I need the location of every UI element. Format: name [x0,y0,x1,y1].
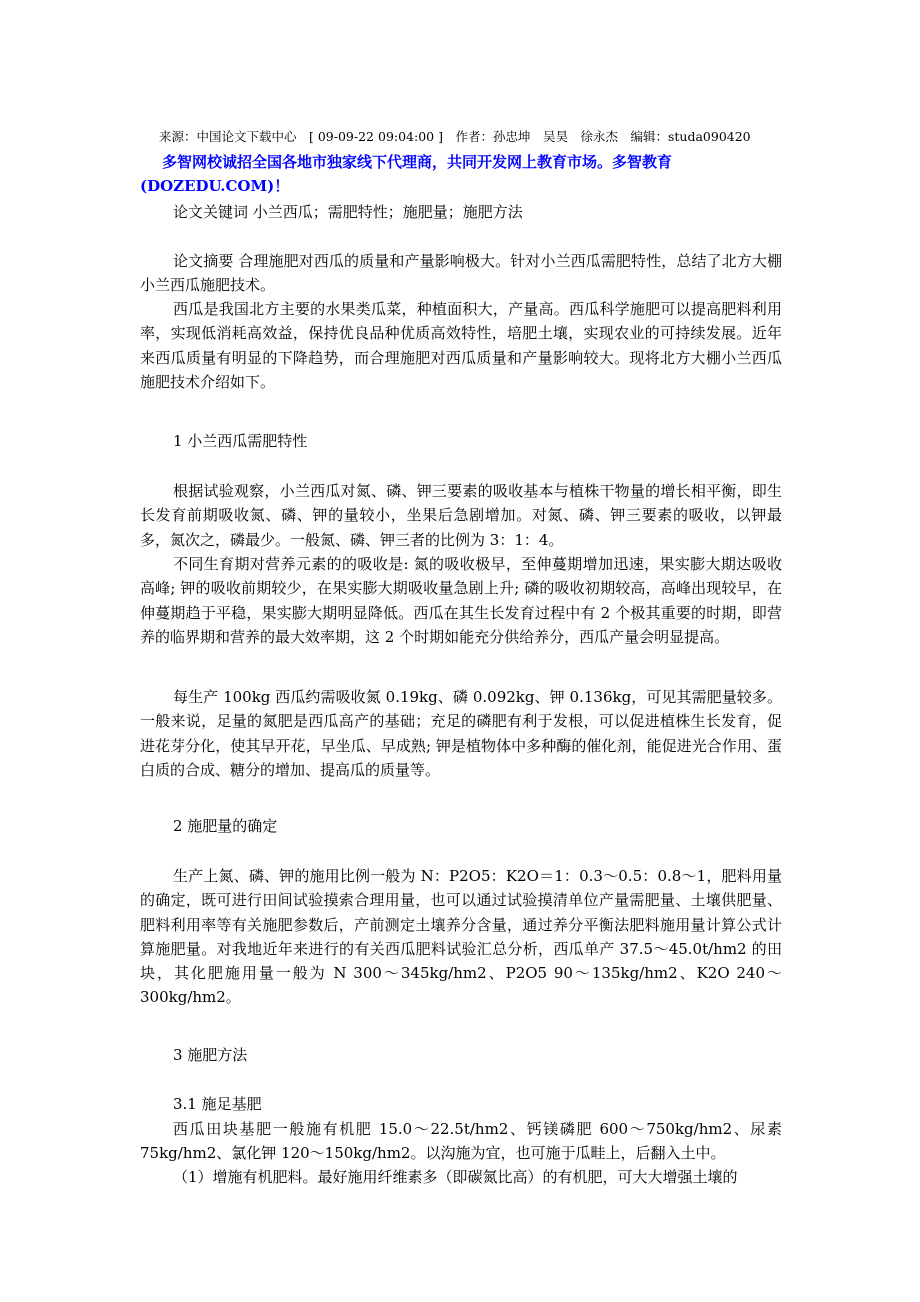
section-1-paragraph-3: 每生产 100kg 西瓜约需吸收氮 0.19kg、磷 0.092kg、钾 0.136kg，可见其需肥量较多。一般来说，足量的氮肥是西瓜高产的基础；充足的磷肥有利于发根，可以促进植株生长发育，促进花芽分化，使其早开花，早坐瓜、早成熟; 钾是植物体中多种酶的催化剂，能促进光合作用、蛋白质的合成、糖分的增加、提高瓜的质量等。 [140,688,782,779]
section-1-paragraph-1: 根据试验观察，小兰西瓜对氮、磷、钾三要素的吸收基本与植株干物量的增长相平衡，即生长发育前期吸收氮、磷、钾的量较小，坐果后急剧增加。对氮、磷、钾三要素的吸收，以钾最多，氮次之，磷最少。一般氮、磷、钾三者的比例为 3：1：4。 [140,482,782,549]
section-1-paragraph-2: 不同生育期对营养元素的的吸收是: 氮的吸收极早，至伸蔓期增加迅速，果实膨大期达吸收高峰; 钾的吸收前期较少，在果实膨大期吸收量急剧上升; 磷的吸收初期较高，高峰出现较早，在伸蔓期趋于平稳，果实膨大期明显降低。西瓜在其生长发育过程中有 2 个极其重要的时期，即营养的临界期和营养的最大效率期，这 2 个时期如能充分供给养分，西瓜产量会明显提高。 [140,555,782,646]
section-3-title: 3 施肥方法 [173,1046,248,1064]
section-1-title: 1 小兰西瓜需肥特性 [173,432,308,450]
intro-paragraph: 西瓜是我国北方主要的水果类瓜菜，种植面积大，产量高。西瓜科学施肥可以提高肥料利用率，实现低消耗高效益，保持优良品种优质高效特性，培肥土壤，实现农业的可持续发展。近年来西瓜质量有明显的下降趋势，而合理施肥对西瓜质量和产量影响较大。现将北方大棚小兰西瓜施肥技术介绍如下。 [140,300,782,391]
ad-text-line-1[interactable]: 多智网校诚招全国各地市独家线下代理商，共同开发网上教育市场。多智教育 [162,153,673,171]
section-3-1-paragraph-1: 西瓜田块基肥一般施有机肥 15.0～22.5t/hm2、钙镁磷肥 600～750kg/hm2、尿素 75kg/hm2、氯化钾 120～150kg/hm2。以沟施为宜，也可施于瓜畦上，后翻入土中。 [140,1120,782,1163]
ad-text-line-2[interactable]: (DOZEDU.COM)！ [140,177,290,195]
section-3-1-title: 3.1 施足基肥 [173,1095,262,1113]
section-2-title: 2 施肥量的确定 [173,817,278,835]
section-2-paragraph-1: 生产上氮、磷、钾的施用比例一般为 N：P2O5：K2O＝1：0.3～0.5：0.8～1，肥料用量的确定，既可进行田间试验摸索合理用量，也可以通过试验摸清单位产量需肥量、土壤供肥量、肥料利用率等有关施肥参数后，产前测定土壤养分含量，通过养分平衡法肥料施用量计算公式计算施肥量。对我地近年来进行的有关西瓜肥料试验汇总分析，西瓜单产 37.5～45.0t/hm2 的田块，其化肥施用量一般为 N 300～345kg/hm2、P2O5 90～135kg/hm2、K2O 240～300kg/hm2。 [140,867,782,1007]
section-3-1-paragraph-2: （1）增施有机肥料。最好施用纤维素多（即碳氮比高）的有机肥，可大大增强土壤的 [173,1168,738,1186]
source-info-line: 来源：中国论文下载中心 [ 09-09-22 09:04:00 ] 作者：孙忠坤 吴昊 徐永杰 编辑：studa090420 [159,129,751,144]
abstract: 论文摘要 合理施肥对西瓜的质量和产量影响极大。针对小兰西瓜需肥特性，总结了北方大棚小兰西瓜施肥技术。 [140,252,782,295]
keywords: 论文关键词 小兰西瓜；需肥特性；施肥量；施肥方法 [173,203,523,221]
